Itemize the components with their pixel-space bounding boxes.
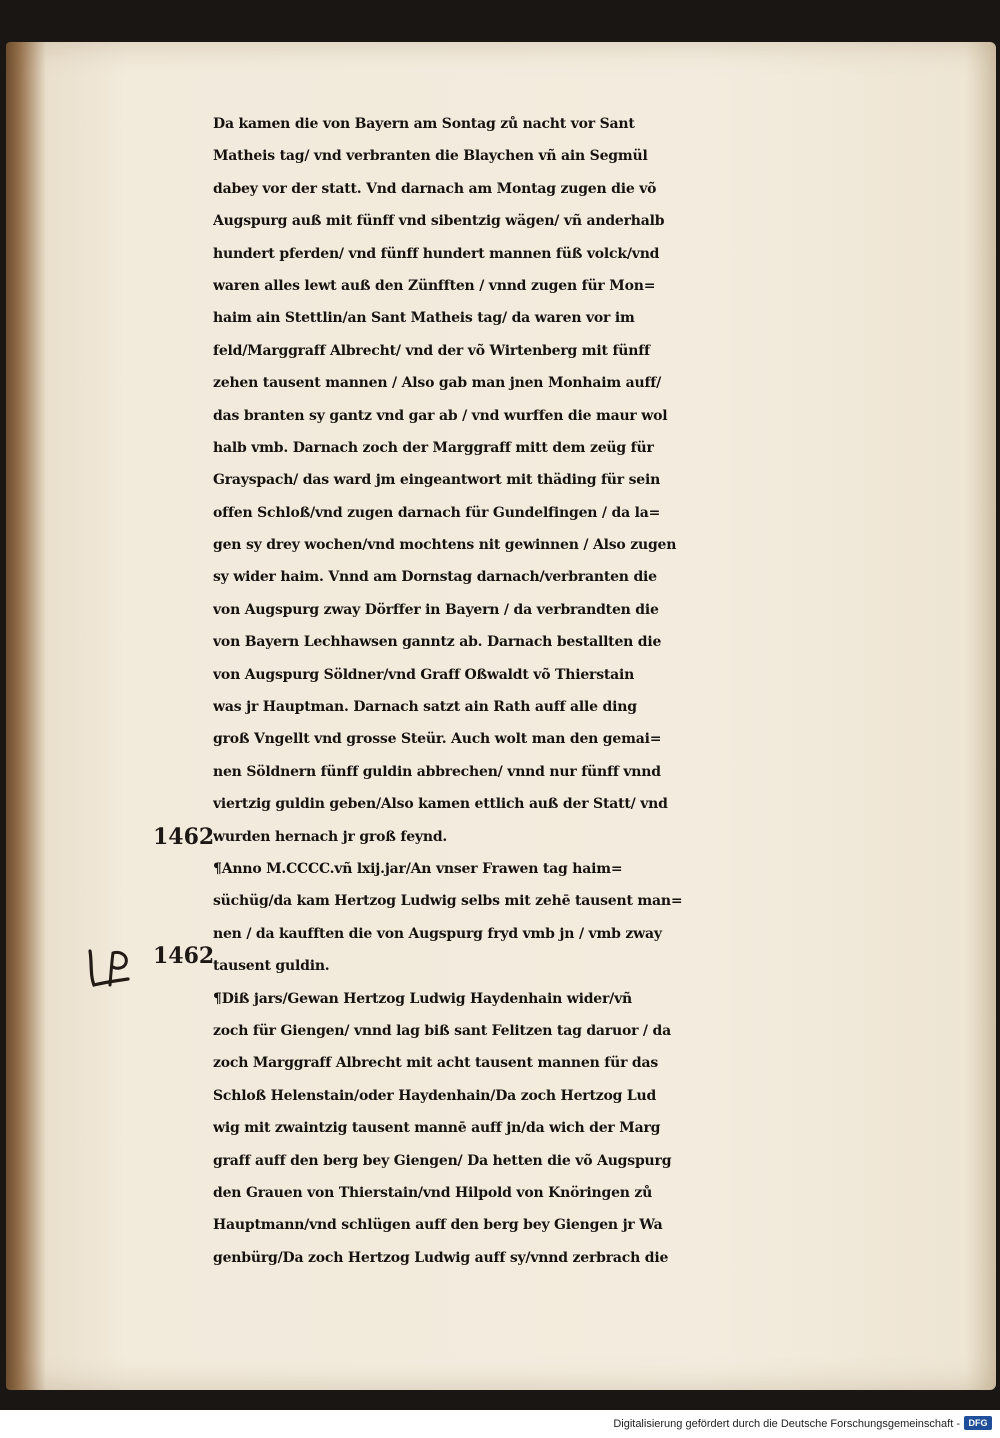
text-line: zoch Marggraff Albrecht mit acht tausent mannen für das xyxy=(213,1055,659,1072)
text-line: haim ain Stettlin/an Sant Matheis tag/ da waren vor im xyxy=(213,310,635,327)
text-line: was jr Hauptman. Darnach satzt ain Rath auff alle ding xyxy=(213,699,637,716)
text-line: gen sy drey wochen/vnd mochtens nit gewinnen / Also zugen xyxy=(213,537,677,554)
text-line: ¶Anno M.CCCC.vñ lxij.jar/An vnser Frawen tag haim= xyxy=(213,860,623,877)
text-line: Augspurg auß mit fünff vnd sibentzig wägen/ vñ anderhalb xyxy=(213,213,665,230)
text-line: zehen tausent mannen / Also gab man jnen Monhaim auff/ xyxy=(213,375,662,392)
text-line: Hauptmann/vnd schlügen auff den berg bey Giengen jr Wa xyxy=(213,1217,663,1234)
text-line: nen Söldnern fünff guldin abbrechen/ vnnd nur fünff vnnd xyxy=(213,763,661,780)
footer-bar xyxy=(0,1410,1000,1438)
text-line: hundert pferden/ vnd fünff hundert mannen füß volck/vnd xyxy=(213,245,660,262)
text-line: viertzig guldin geben/Also kamen ettlich auß der Statt/ vnd xyxy=(213,796,668,813)
text-line: Da kamen die von Bayern am Sontag zů nacht vor Sant xyxy=(213,116,635,132)
text-line: Grayspach/ das ward jm eingeantwort mit thäding für sein xyxy=(213,472,661,489)
text-line: sy wider haim. Vnnd am Dornstag darnach/verbranten die xyxy=(213,569,657,586)
margin-year-2: 1462 xyxy=(153,943,215,969)
text-line: nen / da kaufften die von Augspurg fryd vmb jn / vmb zway xyxy=(213,925,662,942)
text-line: feld/Marggraff Albrecht/ vnd der võ Wirtenberg mit fünff xyxy=(213,342,650,359)
text-line: von Augspurg Söldner/vnd Graff Oßwaldt võ Thierstain xyxy=(213,666,635,683)
text-line: wurden hernach jr groß feynd. xyxy=(213,828,448,845)
margin-year-1: 1462 xyxy=(153,824,215,850)
text-line: von Augspurg zway Dörffer in Bayern / da verbrandten die xyxy=(213,601,659,618)
text-line: dabey vor der statt. Vnd darnach am Montag zugen die võ xyxy=(213,180,657,197)
text-line: süchüg/da kam Hertzog Ludwig selbs mit zehē tausent man= xyxy=(213,893,683,910)
dfg-logo: DFG xyxy=(964,1416,992,1430)
text-line: ¶Diß jars/Gewan Hertzog Ludwig Haydenhain wider/vñ xyxy=(213,990,632,1007)
text-line: tausent guldin. xyxy=(213,958,330,975)
main-text-block xyxy=(213,108,963,1274)
text-line: von Bayern Lechhawsen ganntz ab. Darnach bestallten die xyxy=(213,634,662,651)
text-line: wig mit zwaintzig tausent mannē auff jn/da wich der Marg xyxy=(213,1120,661,1137)
text-line: graff auff den berg bey Giengen/ Da hetten die võ Augspurg xyxy=(213,1152,672,1169)
text-line: genbürg/Da zoch Hertzog Ludwig auff sy/vnnd zerbrach die xyxy=(213,1249,669,1266)
text-line: zoch für Giengen/ vnnd lag biß sant Felitzen tag daruor / da xyxy=(213,1022,671,1039)
text-line: Schloß Helenstain/oder Haydenhain/Da zoch Hertzog Lud xyxy=(213,1087,657,1104)
text-line: Matheis tag/ vnd verbranten die Blaychen vñ ain Segmül xyxy=(213,148,648,165)
text-line: groß Vngellt vnd grosse Steür. Auch wolt man den gemai= xyxy=(213,731,662,748)
text-line: offen Schloß/vnd zugen darnach für Gundelfingen / da la= xyxy=(213,504,661,521)
text-line: das branten sy gantz vnd gar ab / vnd wurffen die maur wol xyxy=(213,407,668,424)
footer-credit: Digitalisierung gefördert durch die Deutsche Forschungsgemeinschaft - xyxy=(613,1418,960,1430)
text-line: halb vmb. Darnach zoch der Marggraff mitt dem zeüg für xyxy=(213,439,654,456)
text-line: waren alles lewt auß den Zünfften / vnnd zugen für Mon= xyxy=(213,277,656,294)
text-line: den Grauen von Thierstain/vnd Hilpold von Knöringen zů xyxy=(213,1184,653,1201)
handwritten-margin-mark xyxy=(84,945,136,993)
